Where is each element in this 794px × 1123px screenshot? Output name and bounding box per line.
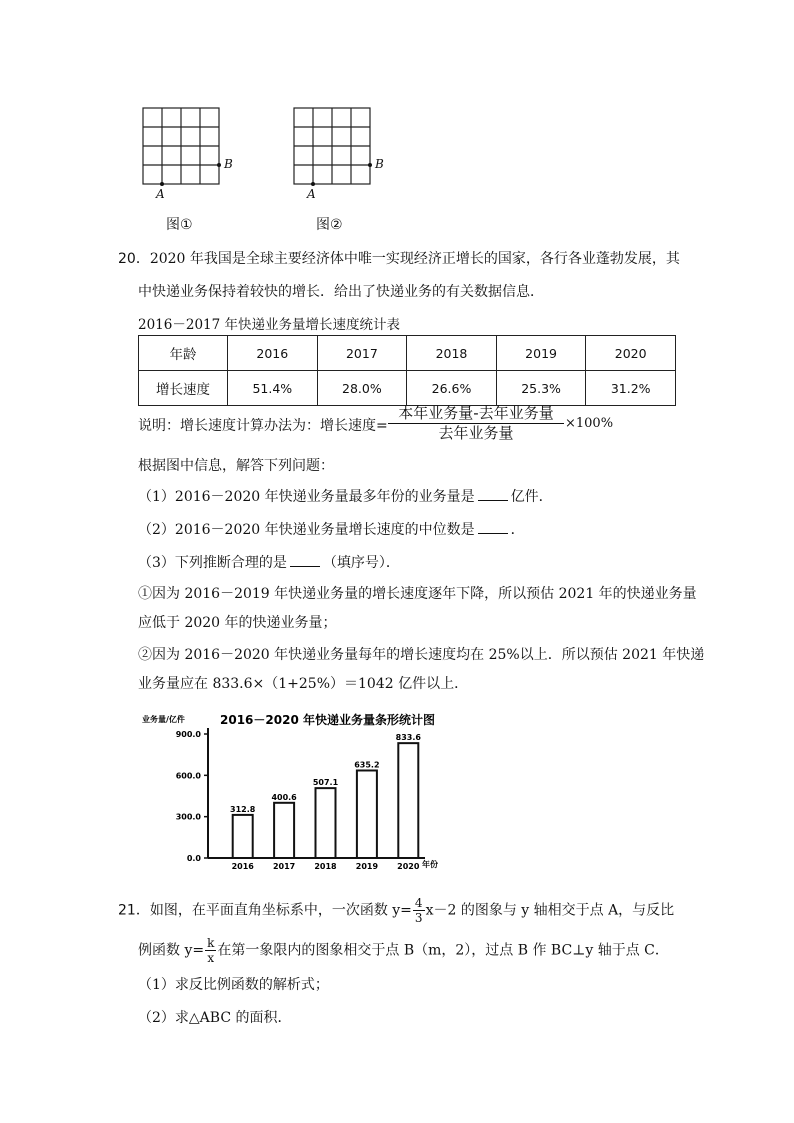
sub-question-1-text: （1）2016－2020 年快递业务量最多年份的业务量是 [138, 489, 475, 505]
fraction-denominator: x [207, 951, 215, 965]
y-tick-label: 0.0 [186, 854, 201, 863]
sub-question-1-unit: 亿件． [510, 489, 553, 505]
table-cell: 2017 [317, 336, 407, 371]
q20-intro-text: 2020 年我国是全球主要经济体中唯一实现经济正增长的国家，各行各业蓬勃发展，其 [149, 251, 680, 267]
table-header-cell: 增长速度 [139, 371, 228, 406]
table-cell: 28.0% [317, 371, 407, 406]
q21-line2 [138, 936, 669, 965]
question-number: 21． [118, 902, 150, 919]
grid-figure-1 [140, 105, 240, 200]
bar [398, 743, 418, 858]
table-cell: 2020 [586, 336, 676, 371]
bar-chart [140, 710, 440, 878]
point-b-label: B [375, 157, 384, 171]
answer-blank[interactable] [290, 552, 320, 567]
fraction-numerator: 4 [414, 896, 423, 910]
table-cell: 25.3% [496, 371, 586, 406]
table-row [139, 336, 676, 371]
question-number: 20． [118, 251, 150, 267]
table-header-cell: 年龄 [139, 336, 228, 371]
fraction-numerator: k [207, 936, 215, 950]
bar-value-label: 400.6 [271, 792, 297, 802]
bar-value-label: 507.1 [312, 778, 339, 788]
figure-2-caption: 图② [316, 217, 343, 233]
chart-title: 2016－2020 年快递业务量条形统计图 [220, 713, 435, 727]
answer-blank[interactable] [478, 486, 508, 501]
table-cell: 31.2% [586, 371, 676, 406]
chart-xlabel: 年份 [422, 860, 438, 869]
bar [274, 803, 294, 858]
x-tick-label: 2019 [355, 862, 379, 871]
q21-line1-text-b: x－2 的图象与 y 轴相交于点 A，与反比 [425, 902, 675, 919]
sub-question-3-text: （3）下列推断合理的是 [138, 555, 287, 571]
y-tick-label: 600.0 [175, 771, 201, 781]
instruction: 根据图中信息，解答下列问题： [138, 458, 334, 474]
sub-question-2-text: （2）2016－2020 年快递业务量增长速度的中位数是 [138, 522, 475, 538]
q21-sub-question-1: （1）求反比例函数的解析式； [138, 977, 329, 993]
bar [357, 770, 377, 858]
answer-blank[interactable] [478, 519, 508, 534]
table-cell: 2018 [407, 336, 497, 371]
fraction-denominator: 3 [414, 911, 423, 925]
table-cell: 26.6% [407, 371, 497, 406]
q20-intro-line2: 中快递业务保持着较快的增长．给出了快递业务的有关数据信息． [138, 284, 544, 300]
bar-value-label: 635.2 [354, 760, 380, 770]
x-tick-label: 2020 [397, 862, 420, 871]
table-cell: 2016 [228, 336, 318, 371]
fraction-k-x [205, 936, 216, 965]
option-1-line2: 应低于 2020 年的快递业务量； [138, 615, 337, 631]
sub-question-3 [138, 552, 400, 573]
table-title: 2016－2017 年快递业务量增长速度统计表 [138, 317, 401, 333]
formula-numerator: 本年业务量-去年业务量 [388, 404, 564, 424]
point-b-label: B [224, 157, 233, 171]
q20-intro-line1 [118, 249, 680, 269]
x-tick-label: 2016 [231, 862, 254, 871]
table-cell: 2019 [496, 336, 586, 371]
bar [316, 788, 336, 858]
option-2-line2: 业务量应在 833.6×（1+25%）＝1042 亿件以上． [138, 676, 469, 692]
grid-figure-2 [291, 105, 391, 200]
fraction-4-3 [413, 896, 425, 925]
formula-note-suffix: ×100% [565, 416, 614, 431]
option-1-line1: ①因为 2016－2019 年快递业务量的增长速度逐年下降，所以预估 2021 年的快递业务量 [138, 586, 697, 602]
formula-note-prefix: 说明：增长速度计算办法为：增长速度= [138, 418, 388, 434]
bar [233, 815, 253, 858]
figure-1-caption: 图① [166, 217, 193, 233]
option-2-line1: ②因为 2016－2020 年快递业务量每年的增长速度均在 25%以上．所以预估 2021 年快递 [138, 647, 705, 663]
chart-ylabel: 业务量/亿件 [142, 715, 185, 724]
point-a-label: A [307, 187, 316, 201]
table-cell: 51.4% [228, 371, 318, 406]
formula-fraction [388, 404, 564, 443]
point-a-label: A [156, 187, 165, 201]
q21-line2-text-b: 在第一象限内的图象相交于点 B（m，2），过点 B 作 BC⊥y 轴于点 C． [217, 942, 669, 959]
y-tick-label: 300.0 [175, 812, 201, 822]
sub-question-3-end: （填序号）． [322, 555, 400, 571]
x-tick-label: 2017 [272, 862, 296, 871]
y-tick-label: 900.0 [175, 730, 201, 739]
table-row [139, 371, 676, 406]
sub-question-1 [138, 486, 553, 507]
sub-question-2-end: ． [510, 522, 525, 538]
q21-sub-question-2: （2）求△ABC 的面积． [138, 1010, 292, 1026]
sub-question-2 [138, 519, 525, 540]
formula-denominator: 去年业务量 [438, 424, 514, 442]
x-tick-label: 2018 [314, 862, 337, 871]
bar-value-label: 833.6 [395, 733, 421, 743]
bar-value-label: 312.8 [230, 804, 256, 814]
q21-line1 [118, 896, 674, 925]
q21-line1-text-a: 如图，在平面直角坐标系中，一次函数 y= [149, 902, 412, 919]
q21-line2-text-a: 例函数 y= [138, 942, 205, 959]
growth-rate-table [138, 335, 676, 406]
